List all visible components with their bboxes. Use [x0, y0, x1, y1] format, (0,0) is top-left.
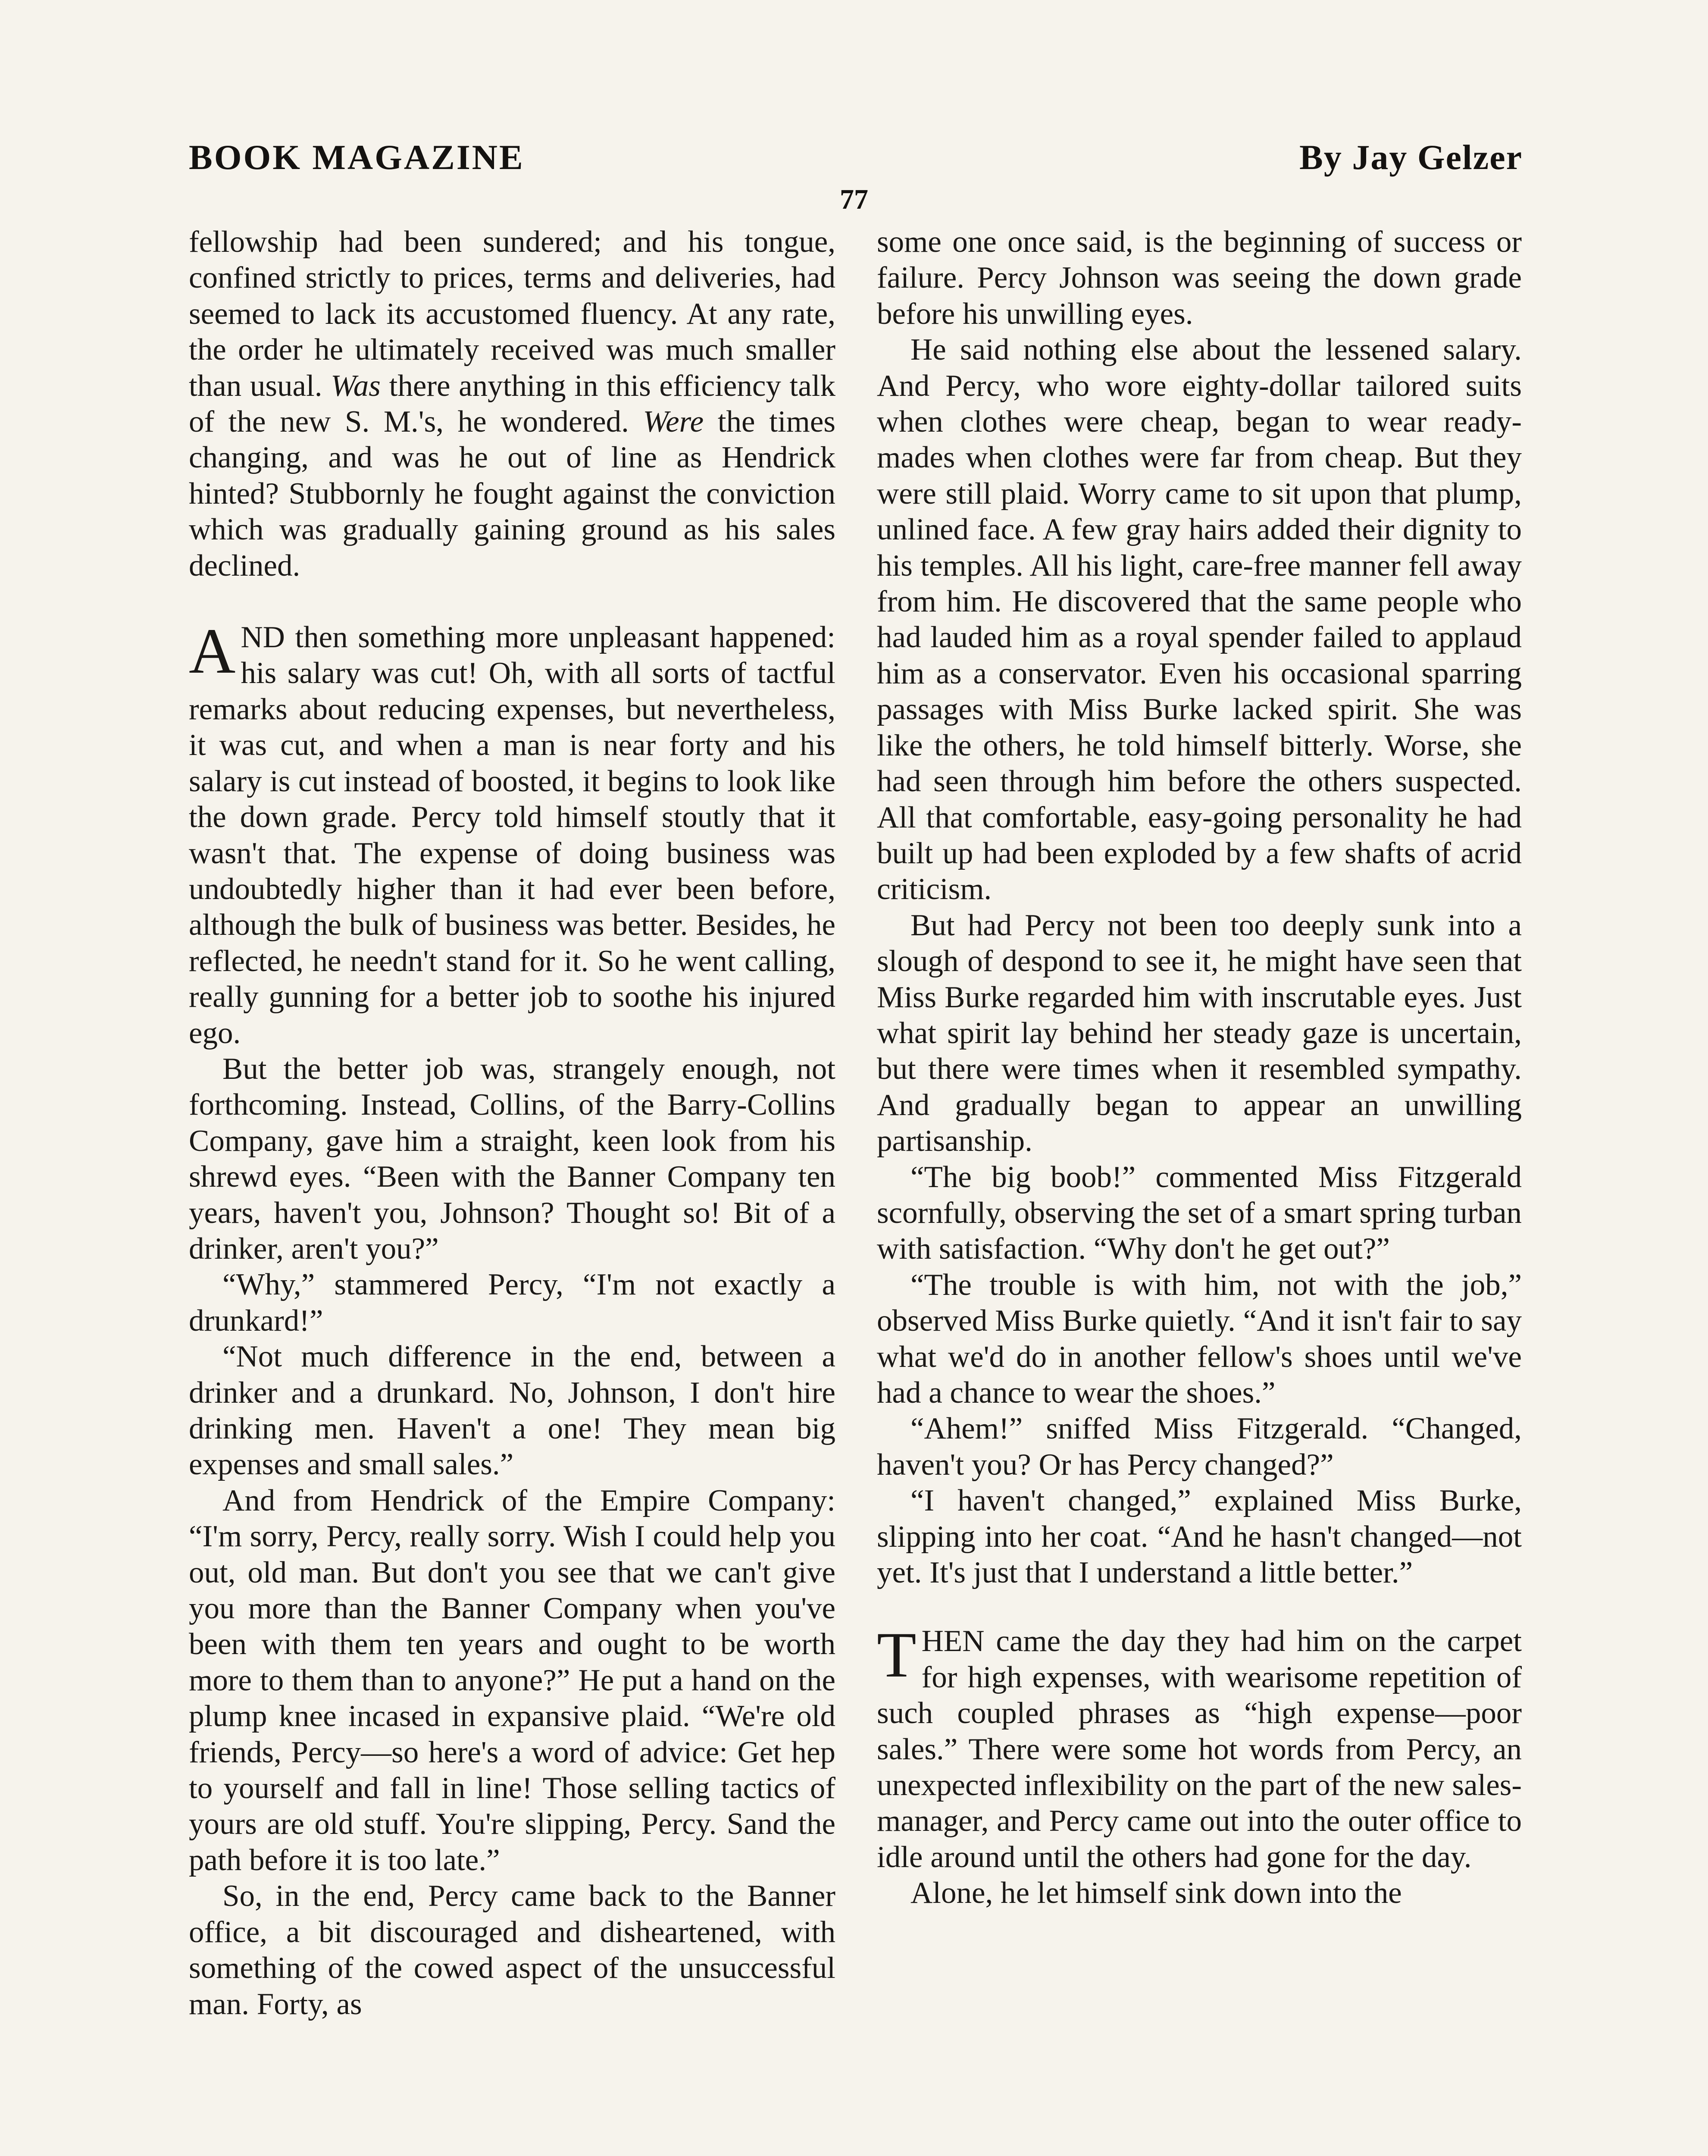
drop-cap: A	[189, 615, 236, 687]
paragraph: And from Hendrick of the Empire Company: “I'm sorry, Percy, really sorry. Wish I could help you out, old man. But don't you see that we can't give you more than the Banner Company when you've been with them ten years and ought to be worth more to them than to anyone?” He put a hand on the plump knee incased in expansive plaid. “We're old friends, Percy—so here's a word of advice: Get hep to yourself and fall in line! Those selling tactics of yours are old stuff. You're slipping, Percy. Sand the path before it is too late.”	[189, 1483, 835, 1877]
paragraph: fellowship had been sundered; and his tongue, confined strictly to prices, terms and deliveries, had seemed to lack its accustomed fluency. At any rate, the order he ultimately received was much smaller than usual. Was there anything in this efficiency talk of the new S. M.'s, he wondered. Were the times changing, and was he out of line as Hendrick hinted? Stubbornly he fought against the conviction which was gradually gaining ground as his sales declined.	[189, 225, 836, 583]
paragraph: But had Percy not been too deeply sunk into a slough of despond to see it, he might have seen that Miss Burke regarded him with inscrutable eyes. Just what spirit lay behind her steady gaze is uncertain, but there were times when it resembled sympathy. And gradually began to appear an unwilling partisanship.	[877, 908, 1522, 1158]
paragraph: So, in the end, Percy came back to the Banner office, a bit discouraged and disheartened, with something of the cowed aspect of the unsuccessful man. Forty, as	[189, 1879, 835, 2021]
paragraph: “Why,” stammered Percy, “I'm not exactly a drunkard!”	[189, 1268, 835, 1338]
paragraph: “Ahem!” sniffed Miss Fitzgerald. “Changed, haven't you? Or has Percy changed?”	[877, 1412, 1522, 1482]
paragraph: some one once said, is the beginning of success or failure. Percy Johnson was seeing the down grade before his unwilling eyes.	[877, 225, 1522, 331]
paragraph: “I haven't changed,” explained Miss Burke, slipping into her coat. “And he hasn't changed—not yet. It's just that I understand a little better.”	[877, 1484, 1522, 1590]
page-number: 77	[840, 184, 868, 215]
section-paragraph: THEN came the day they had him on the carpet for high expenses, with wearisome repetition of such coupled phrases as “high expense—poor sales.” There were some hot words from Percy, an unexpected inflexibility on the part of the new sales-manager, and Percy came out into the outer office to idle around until the others had gone for the day.	[877, 1619, 1522, 1874]
paragraph: “The trouble is with him, not with the job,” observed Miss Burke quietly. “And it isn't fair to say what we'd do in another fellow's shoes until we've had a chance to wear the shoes.”	[877, 1268, 1522, 1410]
paragraph: “The big boob!” commented Miss Fitzgerald scornfully, observing the set of a smart spring turban with satisfaction. “Why don't he get out?”	[877, 1160, 1522, 1266]
paragraph: Alone, he let himself sink down into the	[910, 1876, 1402, 1910]
magazine-title: BOOK MAGAZINE	[189, 138, 525, 177]
section-paragraph: AND then something more unpleasant happened: his salary was cut! Oh, with all sorts of tactful remarks about reducing expenses, but nevertheless, it was cut, and when a man is near forty and his salary is cut instead of boosted, it begins to look like the down grade. Percy told himself stoutly that it wasn't that. The expense of doing business was undoubtedly higher than it had ever been before, although the bulk of business was better. Besides, he reflected, he needn't stand for it. So he went calling, really gunning for a better job to soothe his injured ego.	[189, 615, 835, 1050]
right-column	[877, 224, 1522, 1912]
author-byline: By Jay Gelzer	[1299, 138, 1523, 177]
paragraph: “Not much difference in the end, between a drinker and a drunkard. No, Johnson, I don't hire drinking men. Haven't a one! They mean big expenses and small sales.”	[189, 1340, 835, 1482]
drop-cap: T	[877, 1619, 917, 1691]
paragraph: But the better job was, strangely enough, not forthcoming. Instead, Collins, of the Barry-Collins Company, gave him a straight, keen look from his shrewd eyes. “Been with the Banner Company ten years, haven't you, Johnson? Thought so! Bit of a drinker, aren't you?”	[189, 1052, 835, 1266]
left-column	[189, 224, 835, 2022]
paragraph: He said nothing else about the lessened salary. And Percy, who wore eighty-dollar tailored suits when clothes were cheap, began to wear ready-mades when clothes were far from cheap. But they were still plaid. Worry came to sit upon that plump, unlined face. A few gray hairs added their dignity to his temples. All his light, care-free manner fell away from him. He discovered that the same people who had lauded him as a royal spender failed to applaud him as a conservator. Even his occasional sparring passages with Miss Burke lacked spirit. She was like the others, he told himself bitterly. Worse, she had seen through him before the others suspected. All that comfortable, easy-going personality he had built up had been exploded by a few shafts of acrid criticism.	[877, 333, 1522, 906]
